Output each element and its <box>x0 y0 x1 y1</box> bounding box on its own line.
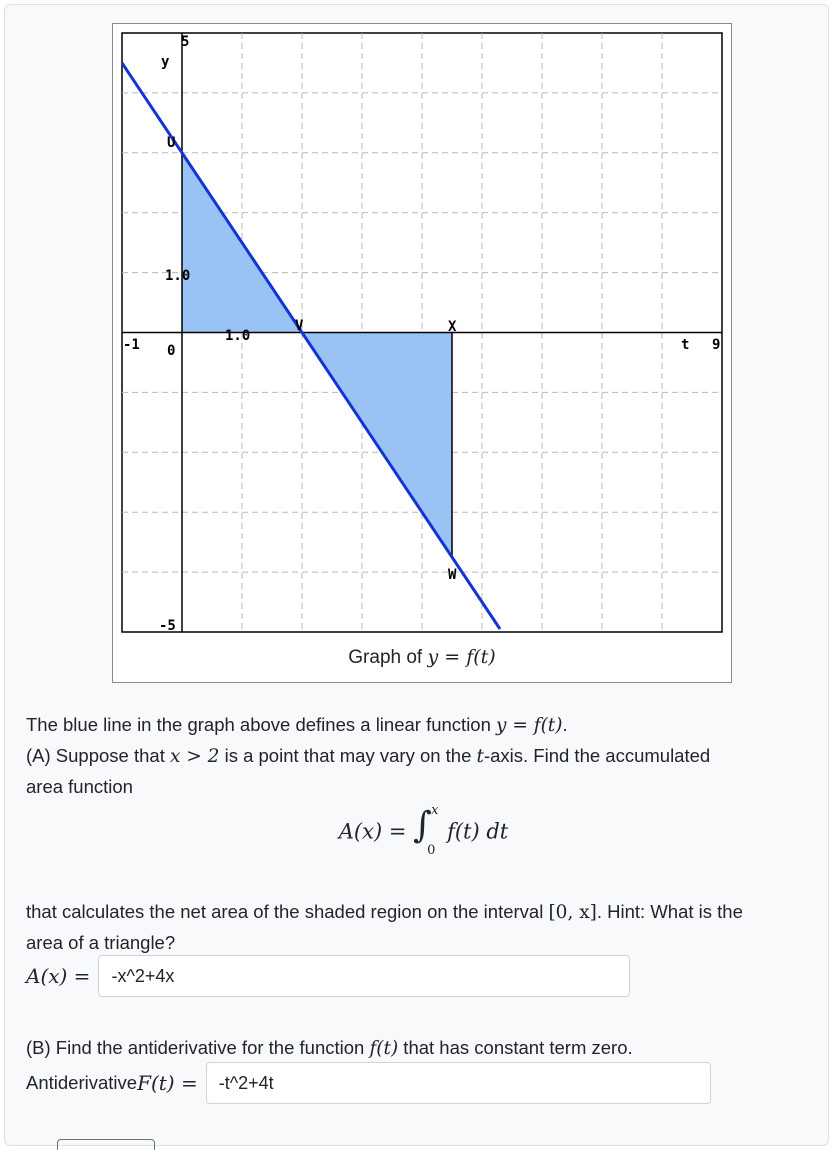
answer-b-label-text: Antiderivative <box>26 1072 138 1093</box>
net-text-1: that calculates the net area of the shaded region on the interval <box>26 901 549 922</box>
part-b-text <box>26 1033 633 1064</box>
caption-prefix: Graph of <box>348 647 428 668</box>
graph-plot <box>113 24 731 644</box>
graph-caption <box>113 646 731 669</box>
net-text-2: . Hint: What is the <box>596 901 743 922</box>
y-min-label: -5 <box>159 618 176 634</box>
submit-button-edge[interactable] <box>57 1139 155 1150</box>
part-a-text-4: area function <box>26 776 133 797</box>
caption-math: y = f(t) <box>427 646 496 668</box>
integral-lower-limit: 0 <box>427 843 436 858</box>
answer-a-input[interactable]: -x^2+4x <box>98 955 630 997</box>
part-a-text-2: is a point that may vary on the <box>219 745 477 766</box>
point-label-u: U <box>167 135 176 151</box>
answer-a-row <box>26 955 630 997</box>
net-area-text <box>26 897 743 958</box>
intro-text: The blue line in the graph above defines a linear function <box>26 714 497 735</box>
integral-definition <box>5 803 837 858</box>
integral-lhs: A(x) = <box>338 819 414 844</box>
graph-figure <box>112 23 732 683</box>
part-a-math-2: t <box>476 746 484 767</box>
integral-sign: ∫ <box>413 805 432 846</box>
part-a-text-1: (A) Suppose that <box>26 745 170 766</box>
answer-b-input[interactable]: -t^2+4t <box>206 1062 711 1104</box>
net-text-3: area of a triangle? <box>26 932 176 953</box>
answer-a-label: A(x) = <box>26 964 91 988</box>
t-axis-label: t <box>681 337 690 353</box>
answer-b-row <box>26 1062 711 1104</box>
integral-rhs: f(t) dt <box>447 819 509 844</box>
x-max-label: 9 <box>712 337 721 353</box>
y-tick-label: 1.0 <box>165 268 191 284</box>
t-tick-label: 1.0 <box>225 328 251 344</box>
intro-period: . <box>562 714 568 735</box>
y-max-label: 5 <box>181 34 190 50</box>
y-axis-label: y <box>161 54 170 70</box>
part-b-text-2: that has constant term zero. <box>398 1037 633 1058</box>
part-b-text-1: (B) Find the antiderivative for the function <box>26 1037 370 1058</box>
origin-label: 0 <box>167 343 176 359</box>
x-min-label: -1 <box>123 337 140 353</box>
intro-math: y = f(t) <box>496 715 563 736</box>
problem-intro <box>26 710 710 802</box>
point-label-v: V <box>295 318 304 334</box>
integral-upper-limit: x <box>431 803 439 818</box>
point-label-x: X <box>448 319 457 335</box>
net-math: [0, x] <box>548 902 597 923</box>
point-label-w: W <box>448 567 457 583</box>
answer-b-label-math: F(t) = <box>137 1071 198 1095</box>
problem-panel <box>4 4 829 1146</box>
part-b-math: f(t) <box>369 1038 399 1059</box>
part-a-text-3: -axis. Find the accumulated <box>483 745 711 766</box>
part-a-math-1: x > 2 <box>169 746 220 767</box>
